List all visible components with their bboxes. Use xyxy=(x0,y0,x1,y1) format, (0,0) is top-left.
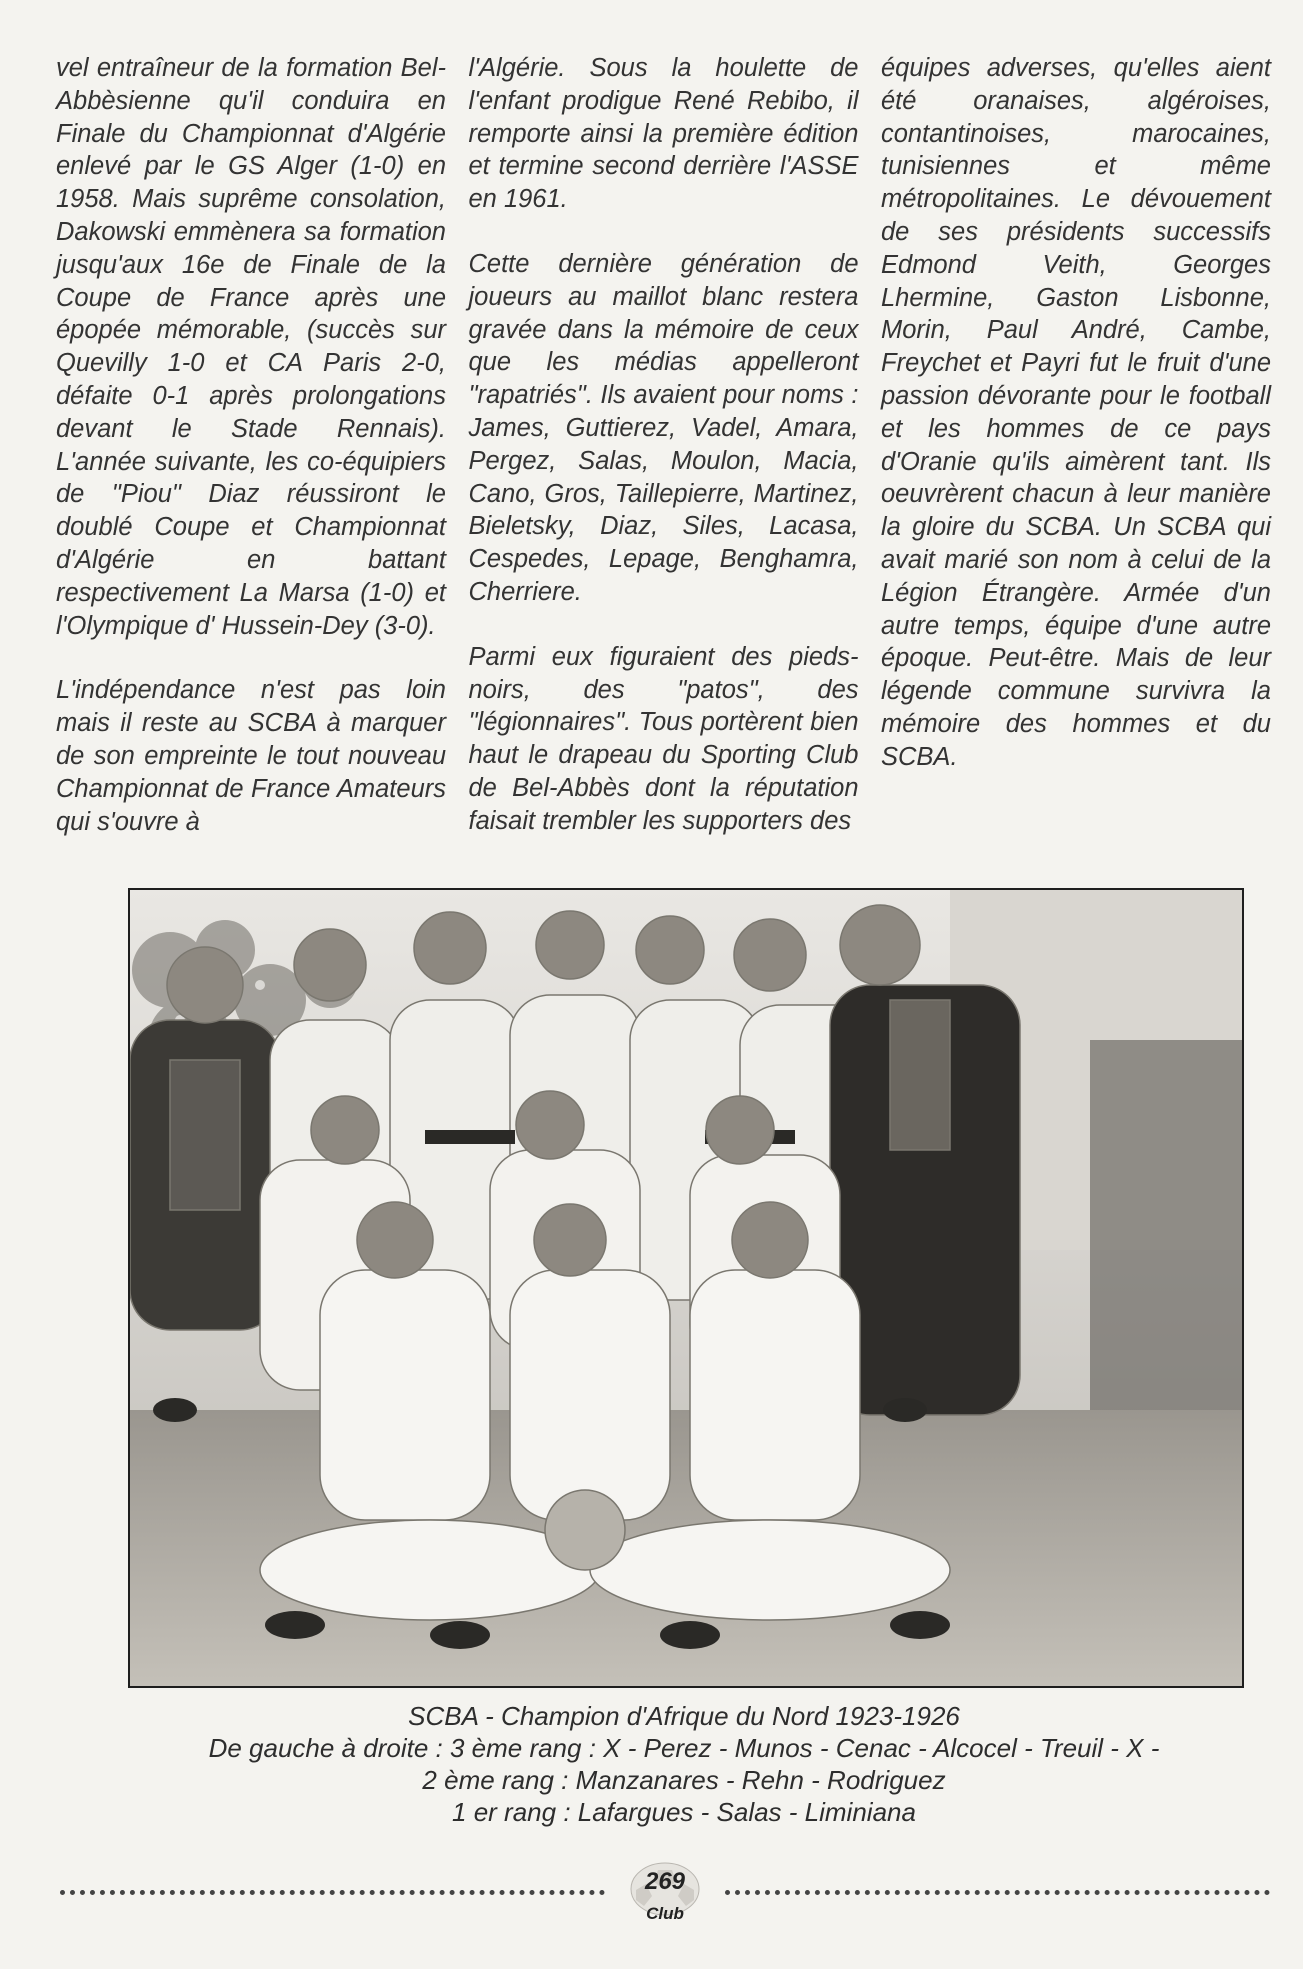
paragraph: Cette dernière génération de joueurs au maillot blanc restera gravée dans la mémoire de ceux que les médias appelleront "rapatriés". Ils avaient pour noms : James, Guttierez, Vadel, Amara, Pergez, Salas, Moulon, Macia, Cano, Gros, Taillepierre, Martinez, Bieletsky, Diaz, Siles, Lacasa, Cespedes, Lepage, Benghamra, Cherriere. xyxy=(468,249,859,606)
caption-title: SCBA - Champion d'Afrique du Nord 1923-1926 xyxy=(408,1701,960,1731)
caption-line: 1 er rang : Lafargues - Salas - Liminiana xyxy=(452,1797,916,1827)
team-photo-image xyxy=(130,890,1242,1686)
column-middle xyxy=(469,52,859,874)
photo-caption xyxy=(128,1700,1240,1828)
caption-line: 2 ème rang : Manzanares - Rehn - Rodriguez xyxy=(422,1765,946,1795)
dotted-rule-right xyxy=(725,1890,1270,1895)
column-left xyxy=(56,52,446,874)
caption-line: De gauche à droite : 3 ème rang : X - Perez - Munos - Cenac - Alcocel - Treuil - X - xyxy=(208,1733,1160,1763)
column-right xyxy=(881,52,1271,874)
footer-label: Club xyxy=(646,1904,684,1923)
paragraph: vel entraîneur de la formation Bel-Abbèsienne qu'il conduira en Finale du Championnat d'Algérie enlevé par le GS Alger (1-0) en 1958. Mais suprême consolation, Dakowski emmènera sa formation jusqu'aux 16e de Finale de la Coupe de France après une épopée mémorable, (succès sur Quevilly 1-0 et CA Paris 2-0, défaite 0-1 après prolongations devant le Stade Rennais). L'année suivante, les co-équipiers de "Piou" Diaz réussiront le doublé Coupe et Championnat d'Algérie en battant respectivement La Marsa (1-0) et l'Olympique d' Hussein-Dey (3-0). xyxy=(56,54,446,640)
team-photo xyxy=(128,888,1244,1688)
page-number: 269 xyxy=(644,1868,686,1895)
paragraph: équipes adverses, qu'elles aient été oranaises, algéroises, contantinoises, marocaines, tunisiennes et même métropolitaines. Le dévouement de ses présidents successifs Edmond Veith, Georges Lhermine, Gaston Lisbonne, Morin, Paul André, Cambe, Freychet et Payri fut le fruit d'une passion dévorante pour le football et les hommes de ce pays d'Oranie qu'ils aimèrent tant. Ils oeuvrèrent chacun à leur manière la gloire du SCBA. Un SCBA qui avait marié son nom à celui de la Légion Étrangère. Armée d'un autre temps, équipe d'une autre époque. Peut-être. Mais de leur légende commune survivra la mémoire des hommes et du SCBA. xyxy=(881,54,1271,771)
text-columns xyxy=(56,52,1271,874)
paragraph: L'indépendance n'est pas loin mais il reste au SCBA à marquer de son empreinte le tout nouveau Championnat de France Amateurs qui s'ouvre à xyxy=(56,676,446,836)
page-footer xyxy=(60,1860,1270,1940)
paragraph: Parmi eux figuraient des pieds-noirs, des "patos", des "légionnaires". Tous portèrent bien haut le drapeau du Sporting Club de Bel-Abbès dont la réputation faisait trembler les supporters des xyxy=(468,642,859,835)
dotted-rule-left xyxy=(60,1890,605,1895)
paragraph: l'Algérie. Sous la houlette de l'enfant prodigue René Rebibo, il remporte ainsi la première édition et termine second derrière l'ASSE en 1961. xyxy=(468,54,859,214)
